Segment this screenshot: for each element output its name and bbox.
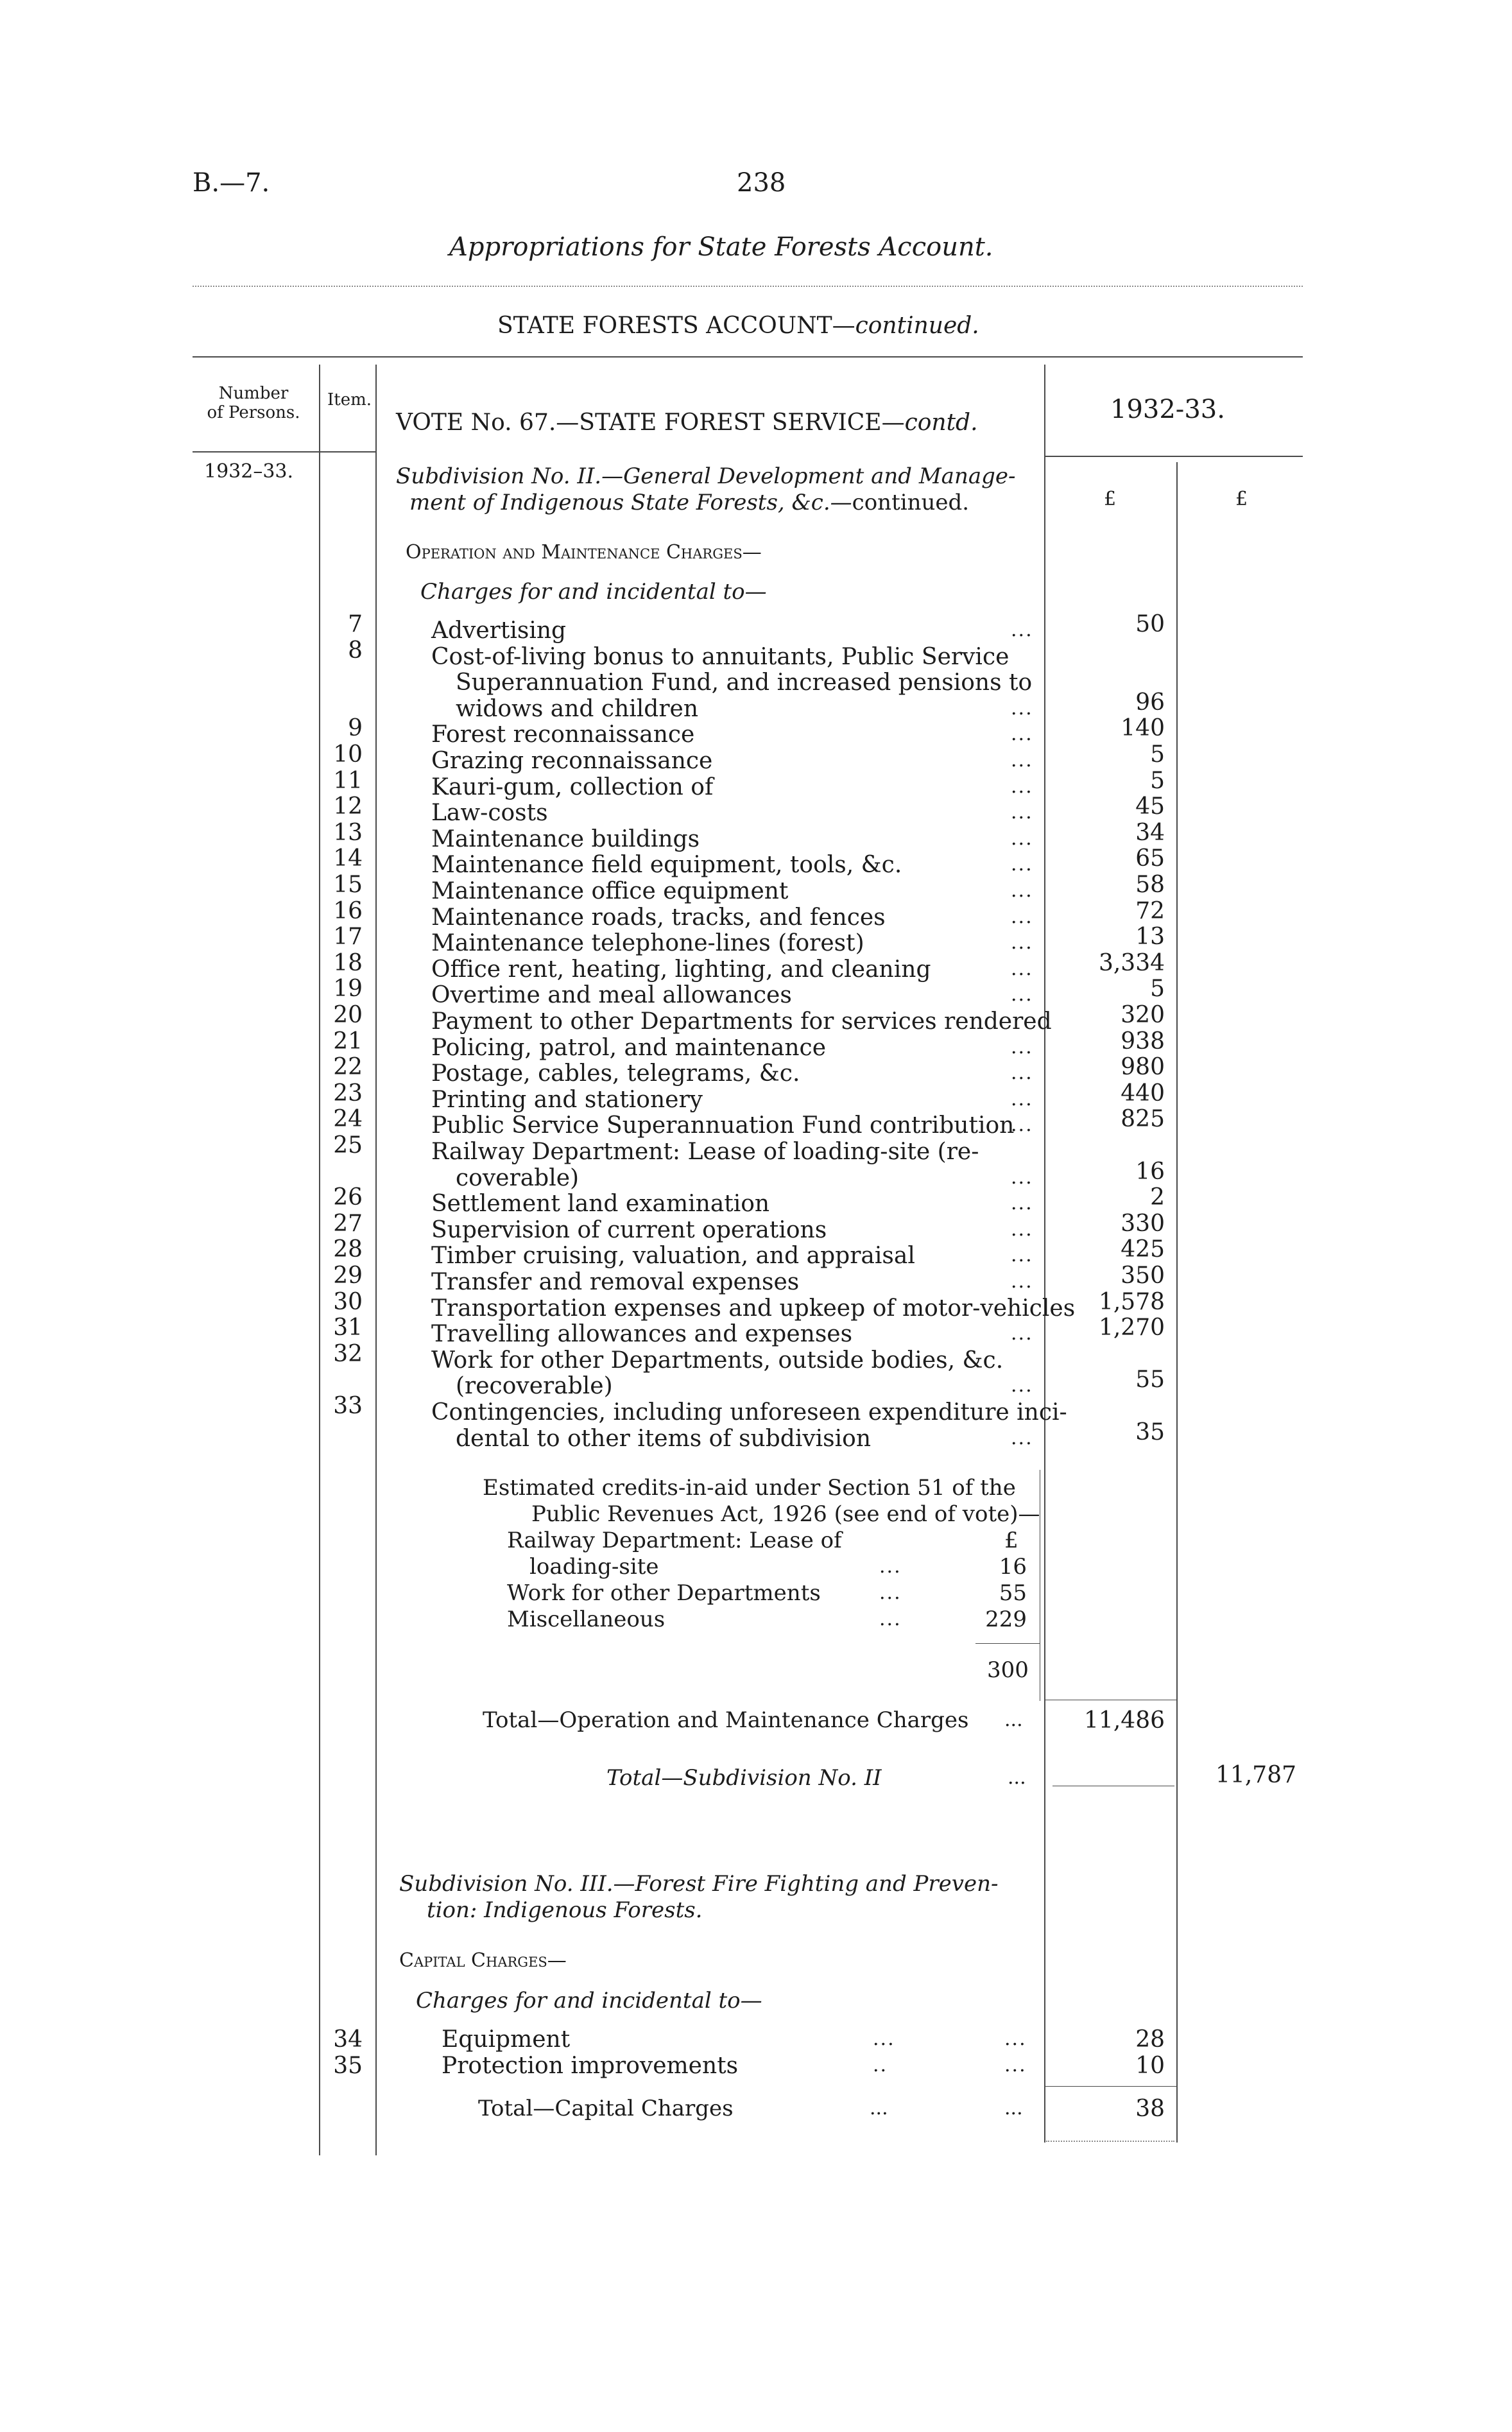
item-amount: 50 — [1135, 611, 1165, 637]
item-description: Supervision of current operations — [431, 1216, 827, 1243]
item-amount: 425 — [1121, 1236, 1165, 1263]
item-description: (recoverable) — [456, 1373, 613, 1400]
item-leader-dots: ... — [1011, 905, 1033, 928]
capital-charges-heading: Capital Charges— — [399, 1949, 567, 1972]
credit-amount: 229 — [985, 1607, 1027, 1632]
credits-currency: £ — [1004, 1528, 1018, 1553]
item-leader-dots: ... — [1011, 1244, 1033, 1267]
account-title — [497, 313, 979, 339]
currency-symbol-total: £ — [1235, 488, 1248, 510]
item-number: 19 — [333, 976, 363, 1003]
item-amount: 45 — [1135, 793, 1165, 820]
item-number: 9 — [348, 715, 363, 742]
subdivision-3-title-line1: Subdivision No. III.—Forest Fire Fighting and Preven- — [399, 1871, 999, 1897]
item-description: Forest reconnaissance — [431, 721, 695, 748]
persons-heading-line2: of Persons. — [207, 403, 300, 422]
item-number: 8 — [348, 637, 363, 664]
credit-leader-dots: ... — [879, 1582, 902, 1604]
item-leader-dots: ... — [1004, 2028, 1027, 2050]
item-amount: 330 — [1121, 1210, 1165, 1237]
item-amount: 58 — [1135, 872, 1165, 898]
item-description: Maintenance buildings — [431, 825, 700, 852]
total-subdivision-2-dots: ... — [1008, 1766, 1026, 1789]
total-column-rule — [1176, 462, 1178, 2143]
description-column-rule — [375, 365, 377, 2155]
credits-line1: Estimated credits-in-aid under Section 51 of the — [483, 1475, 1016, 1501]
item-amount: 28 — [1135, 2026, 1165, 2053]
item-description: Public Service Superannuation Fund contribution — [431, 1112, 1015, 1139]
subdivision-3-title-line2: tion: Indigenous Forests. — [427, 1897, 703, 1923]
item-description: Printing and stationery — [431, 1086, 703, 1113]
item-description: Protection improvements — [442, 2053, 739, 2079]
currency-symbol-amount: £ — [1104, 488, 1117, 510]
credit-description: Railway Department: Lease of — [507, 1528, 842, 1553]
item-number: 31 — [333, 1315, 363, 1341]
item-leader-dots: ... — [1011, 827, 1033, 850]
item-amount: 96 — [1135, 689, 1165, 716]
item-amount: 55 — [1135, 1367, 1165, 1393]
item-description: dental to other items of subdivision — [456, 1425, 872, 1452]
item-number: 24 — [333, 1106, 363, 1133]
year-heading: 1932-33. — [1110, 395, 1225, 424]
header-bottom-rule-right — [1044, 456, 1303, 457]
item-description: Office rent, heating, lighting, and cleaning — [431, 956, 931, 983]
item-heading: Item. — [327, 390, 372, 410]
persons-year: 1932–33. — [204, 460, 294, 483]
item-leader-dots: ... — [1011, 1218, 1033, 1241]
item-leader-dots: ... — [1011, 1035, 1033, 1058]
vote-title — [396, 410, 978, 436]
item-description: Equipment — [442, 2026, 571, 2053]
account-title-text: STATE FORESTS ACCOUNT— — [497, 313, 855, 339]
item-number: 10 — [333, 741, 363, 768]
item-leader-dots: ... — [873, 2028, 895, 2050]
credit-amount: 55 — [999, 1580, 1027, 1606]
credit-leader-dots: ... — [879, 1555, 902, 1578]
item-leader-dots: ... — [1011, 983, 1033, 1006]
item-number: 16 — [333, 897, 363, 924]
subdivision-2-title-text: ment of Indigenous State Forests, &c.— — [409, 490, 852, 515]
item-leader-dots: ... — [1011, 957, 1033, 980]
operation-maintenance-heading: Operation and Maintenance Charges— — [406, 541, 762, 564]
item-leader-dots: ... — [1011, 775, 1033, 798]
item-amount: 13 — [1135, 924, 1165, 951]
subdivision-2-title-suffix: continued. — [852, 490, 970, 515]
item-description: Transfer and removal expenses — [431, 1269, 800, 1295]
item-leader-dots: ... — [1011, 1374, 1033, 1397]
item-description: coverable) — [456, 1164, 580, 1191]
item-leader-dots: ... — [1011, 853, 1033, 876]
item-leader-dots: ... — [1011, 931, 1033, 954]
item-number: 20 — [333, 1002, 363, 1028]
item-amount: 10 — [1135, 2053, 1165, 2079]
item-leader-dots: ... — [1011, 1322, 1033, 1345]
page-title: Appropriations for State Forests Account. — [449, 232, 993, 262]
item-description: Work for other Departments, outside bodies, &c. — [431, 1347, 1004, 1374]
capital-total-rule — [1044, 2086, 1176, 2087]
item-number: 22 — [333, 1054, 363, 1081]
item-amount: 5 — [1150, 976, 1165, 1003]
item-number: 17 — [333, 924, 363, 951]
item-leader-dots: .. — [873, 2054, 888, 2076]
item-number: 7 — [348, 611, 363, 637]
item-amount: 1,270 — [1098, 1315, 1165, 1341]
title-rule — [193, 286, 1303, 287]
item-description: Timber cruising, valuation, and appraisal — [431, 1243, 915, 1270]
item-description: Contingencies, including unforeseen expenditure inci- — [431, 1399, 1067, 1426]
item-amount: 35 — [1135, 1419, 1165, 1445]
item-number: 13 — [333, 819, 363, 846]
item-leader-dots: ... — [1011, 1192, 1033, 1215]
item-amount: 34 — [1135, 819, 1165, 846]
item-number: 18 — [333, 949, 363, 976]
capital-charges-intro: Charges for and incidental to— — [416, 1988, 762, 2014]
item-description: Maintenance office equipment — [431, 878, 789, 904]
total-subdivision-2-label: Total—Subdivision No. II — [606, 1765, 882, 1791]
item-description: widows and children — [456, 695, 699, 722]
amount-column-rule — [1044, 365, 1045, 2143]
item-description: Advertising — [431, 617, 567, 644]
item-number: 15 — [333, 872, 363, 898]
item-amount: 16 — [1135, 1158, 1165, 1185]
page-number: 238 — [737, 168, 786, 198]
item-description: Maintenance telephone-lines (forest) — [431, 930, 864, 957]
total-capital-dots-1: ... — [870, 2097, 888, 2119]
item-description: Law-costs — [431, 800, 548, 827]
account-title-suffix: continued. — [855, 313, 979, 339]
credit-amount: 16 — [999, 1554, 1027, 1580]
item-description: Cost-of-living bonus to annuitants, Public Service — [431, 643, 1009, 670]
item-number: 32 — [333, 1340, 363, 1367]
vote-title-suffix: contd. — [904, 410, 978, 436]
item-description: Maintenance roads, tracks, and fences — [431, 904, 886, 931]
item-leader-dots: ... — [1011, 1166, 1033, 1189]
persons-heading-line1: Number — [218, 384, 289, 403]
item-number: 14 — [333, 845, 363, 872]
item-leader-dots: ... — [1011, 801, 1033, 824]
item-description: Settlement land examination — [431, 1191, 770, 1218]
item-amount: 65 — [1135, 845, 1165, 872]
item-description: Grazing reconnaissance — [431, 748, 713, 774]
item-description: Maintenance field equipment, tools, &c. — [431, 852, 902, 879]
item-amount: 5 — [1150, 767, 1165, 794]
item-number: 27 — [333, 1210, 363, 1237]
table-top-rule — [193, 356, 1303, 358]
item-description: Payment to other Departments for services rendered — [431, 1008, 1052, 1035]
item-number: 30 — [333, 1288, 363, 1315]
item-leader-dots: ... — [1011, 723, 1033, 746]
total-capital-label: Total—Capital Charges — [478, 2096, 734, 2121]
page-reference: B.—7. — [193, 168, 270, 198]
item-amount: 72 — [1135, 897, 1165, 924]
item-amount: 938 — [1121, 1028, 1165, 1055]
item-number: 33 — [333, 1393, 363, 1419]
item-leader-dots: ... — [1004, 2054, 1027, 2076]
item-description: Railway Department: Lease of loading-site (re- — [431, 1139, 979, 1165]
item-leader-dots: ... — [1011, 749, 1033, 772]
item-number: 21 — [333, 1028, 363, 1055]
item-number: 34 — [333, 2026, 363, 2053]
item-number: 26 — [333, 1184, 363, 1211]
item-number: 35 — [333, 2053, 363, 2079]
item-amount: 320 — [1121, 1002, 1165, 1028]
item-number: 28 — [333, 1236, 363, 1263]
persons-heading — [196, 384, 311, 422]
total-capital-amount: 38 — [1135, 2096, 1165, 2122]
item-amount: 2 — [1150, 1184, 1165, 1211]
item-number: 29 — [333, 1263, 363, 1289]
vote-title-text: VOTE No. 67.—STATE FOREST SERVICE— — [396, 410, 905, 436]
credit-leader-dots: ... — [879, 1608, 902, 1630]
capital-bottom-rule — [1046, 2141, 1174, 2142]
item-number: 23 — [333, 1080, 363, 1107]
total-subdivision-2-amount: 11,787 — [1216, 1762, 1296, 1788]
item-amount: 1,578 — [1098, 1288, 1165, 1315]
item-description: Transportation expenses and upkeep of motor-vehicles — [431, 1295, 1076, 1322]
header-bottom-rule-left — [193, 451, 375, 453]
item-description: Overtime and meal allowances — [431, 982, 792, 1009]
credit-description: Miscellaneous — [507, 1607, 666, 1632]
credits-line2: Public Revenues Act, 1926 (see end of vote)— — [531, 1501, 1040, 1527]
credits-total-rule — [975, 1643, 1040, 1644]
item-leader-dots: ... — [1011, 1426, 1033, 1449]
item-number: 11 — [333, 767, 363, 794]
item-amount: 5 — [1150, 741, 1165, 768]
item-leader-dots: ... — [1011, 696, 1033, 720]
item-description: Policing, patrol, and maintenance — [431, 1034, 827, 1061]
item-description: Superannuation Fund, and increased pensions to — [456, 669, 1033, 696]
item-amount: 980 — [1121, 1054, 1165, 1081]
item-amount: 825 — [1121, 1106, 1165, 1133]
credits-total: 300 — [987, 1657, 1029, 1683]
charges-intro: Charges for and incidental to— — [420, 579, 767, 605]
credit-description: Work for other Departments — [507, 1580, 821, 1606]
item-leader-dots: ... — [1011, 1087, 1033, 1110]
total-operation-maintenance-amount: 11,486 — [1084, 1707, 1165, 1734]
item-amount: 440 — [1121, 1080, 1165, 1107]
item-leader-dots: ... — [1011, 1114, 1033, 1137]
credit-description: loading-site — [529, 1554, 659, 1580]
total-operation-maintenance-dots: ... — [1004, 1709, 1023, 1731]
subdivision-2-title-line2 — [409, 490, 969, 515]
item-amount: 3,334 — [1098, 949, 1165, 976]
item-leader-dots: ... — [1011, 1270, 1033, 1293]
item-description: Travelling allowances and expenses — [431, 1321, 853, 1348]
item-leader-dots: ... — [1011, 1062, 1033, 1085]
item-leader-dots: ... — [1011, 619, 1033, 641]
item-description: Kauri-gum, collection of — [431, 773, 714, 800]
total-capital-dots-2: ... — [1004, 2097, 1023, 2119]
subdivision-2-title-line1: Subdivision No. II.—General Development and Manage- — [396, 463, 1016, 489]
total-operation-maintenance-label: Total—Operation and Maintenance Charges — [483, 1707, 969, 1733]
item-number: 12 — [333, 793, 363, 820]
item-amount: 350 — [1121, 1263, 1165, 1289]
item-number: 25 — [333, 1132, 363, 1159]
item-description: Postage, cables, telegrams, &c. — [431, 1060, 800, 1087]
item-leader-dots: ... — [1011, 879, 1033, 902]
item-amount: 140 — [1121, 715, 1165, 742]
